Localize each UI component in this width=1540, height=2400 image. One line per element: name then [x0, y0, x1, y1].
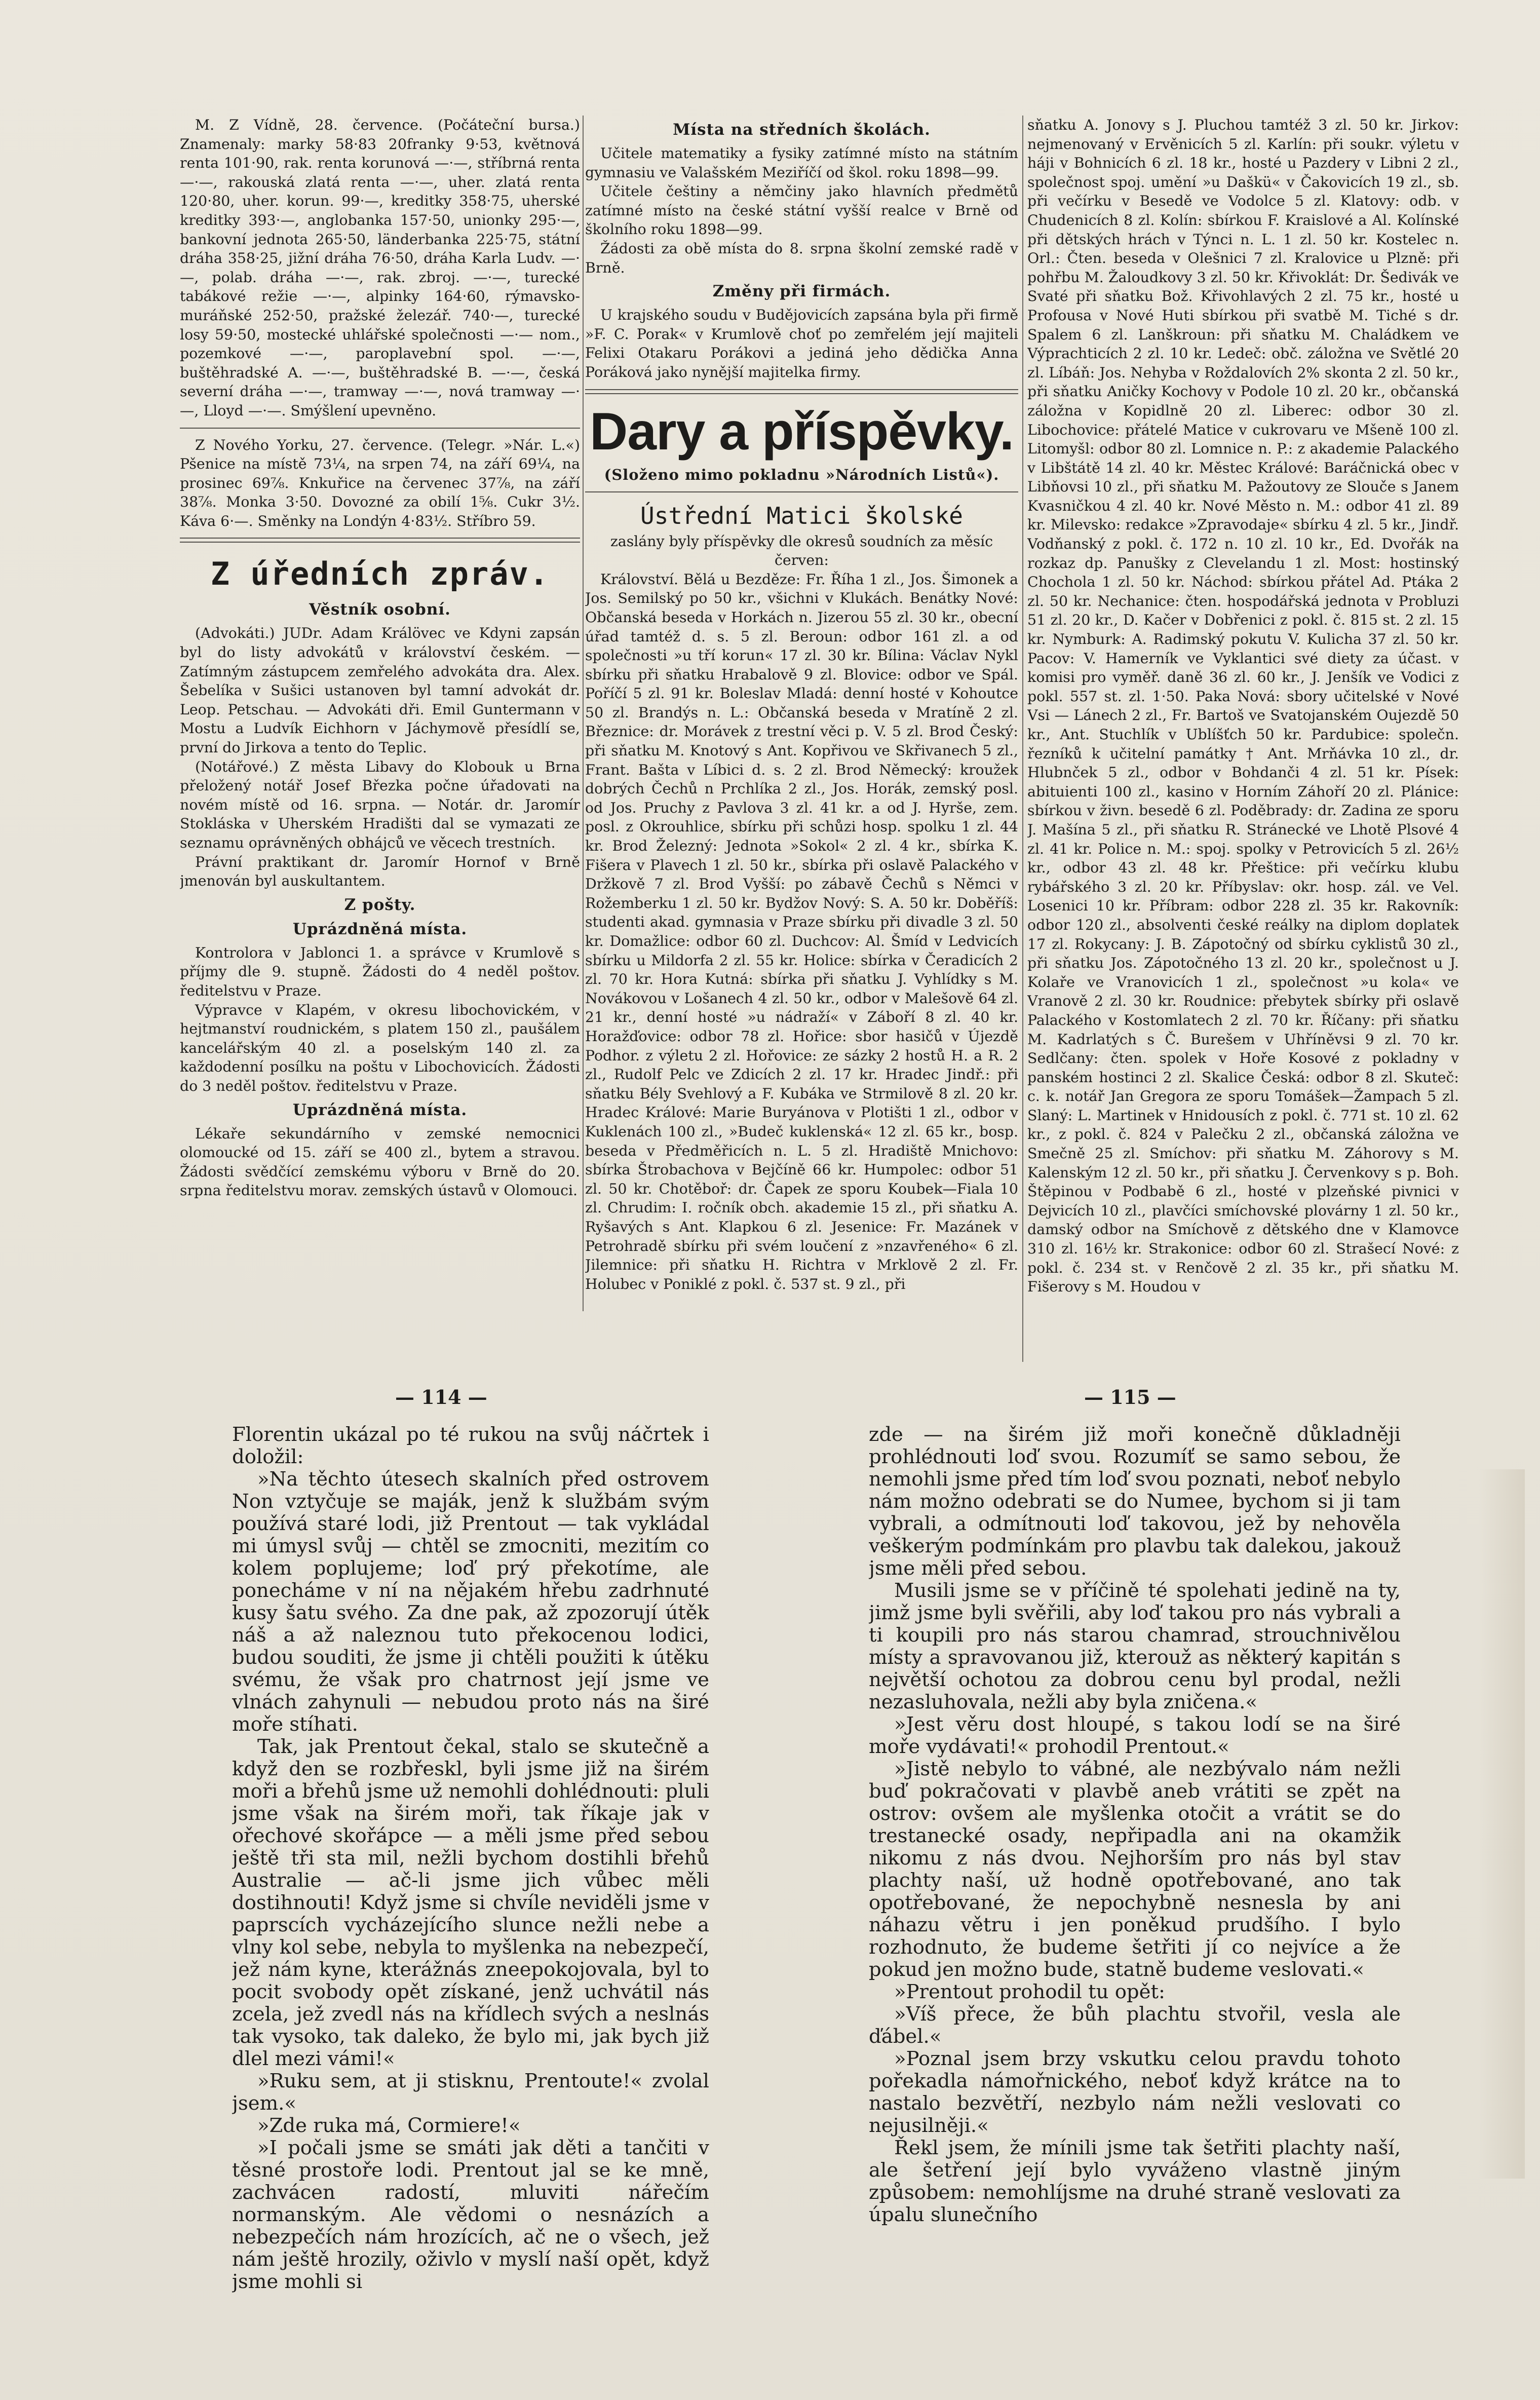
novel-paragraph: »Poznal jsem brzy vskutku celou pravdu tohoto pořekadla námořnického, neboť když krátce na to nastalo bezvětří, nezbylo nám nežli veslovati co nejusilněji.«: [869, 2047, 1401, 2137]
subtitle-firm-changes: Změny při firmách.: [712, 282, 891, 301]
paper-edge-shade: [1479, 1469, 1525, 2179]
subtitle-personal-gazette: Věstník osobní.: [309, 600, 451, 619]
page-number-left: — 114 —: [395, 1386, 487, 1408]
novel-paragraph: »Zde ruka má, Cormiere!«: [257, 2114, 521, 2137]
school-post-3: Žádosti za obě místa do 8. srpna školní zemské radě v Brně.: [585, 240, 1018, 276]
divider-double: [180, 538, 580, 543]
novel-paragraph: »Víš přece, že bůh plachtu stvořil, vesla ale ďábel.«: [869, 2003, 1401, 2048]
column-left: [180, 116, 580, 1316]
column-right: [1027, 116, 1459, 1362]
novel-paragraph: Florentin ukázal po té rukou na svůj náčrtek i doložil:: [232, 1424, 709, 1468]
column-middle: [585, 116, 1018, 1316]
subtitle-school-posts: Místa na středních školách.: [673, 121, 931, 139]
novel-paragraph: Musili jsme se v příčině té spolehati jedině na ty, jimž jsme byli svěřili, aby loď takou pro nás vybrali a ti koupili pro nás starou chamrad, strouchnivělou místy a spravovanou již, kterouž as některý kapitán s největší ochotou za dobrou cenu byl prodal, nežli nezasluhovala, nežli aby byla zničena.«: [869, 1579, 1401, 1713]
novel-paragraph: »Jest věru dost hloupé, s takou lodí se na širé moře vydávati!« prohodil Prentout.«: [869, 1713, 1401, 1758]
novel-paragraph: »Na těchto útesech skalních před ostrovem Non vztyčuje se maják, jenž k službám svým používá staré lodi, již Prentout — tak vykládal mi úmysl svůj — chtěl se zmocniti, mezitím co kolem poplujeme; loď prý překotíme, ale ponecháme v ní na nějakém hřebu zadrhnuté kusy šatu svého. Za dne pak, až zpozorují útěk náš a až naleznou tuto překocenou lodici, budou souditi, že jsme ji chtěli použiti k útěku svému, že však pro chatrnost její jsme ve vlnách zahynuli — nebudou proto nás na širé moře stíhati.: [232, 1468, 709, 1736]
novel-paragraph: »Jistě nebylo to vábné, ale nezbývalo nám nežli buď pokračovati v plavbě aneb vrátiti se zpět na ostrov: ovšem ale myšlenka otočit a vrátit se do trestanecké osady, nepřipadla ani na okamžik nikomu z nás dvou. Nejhorším pro nás byl stav plachty naší, už hodně opotřebované, ano tak opotřebované, že nepochybně nesnesla by ani náhazu větru i jen poněkud prudšího. I bylo rozhodnuto, že budeme šetřiti jí co nejvíce a že pokud jen možno bude, statně budeme veslovati.«: [869, 1758, 1401, 1981]
divider: [585, 491, 1018, 492]
divider: [180, 428, 580, 429]
subtitle-vacancies-2: Uprázdněná místa.: [292, 1100, 468, 1119]
vacancy-doctor: Lékaře sekundárního v zemské nemocnici olomoucké od 15. září se 400 zl., bytem a stravou. Žádosti svědčící zemskému výboru v Brně do 20. srpna ředitelstvu morav. zemských ústavů v Olomouci.: [180, 1125, 580, 1199]
subtitle-post: Z pošty.: [344, 895, 416, 914]
subtitle-vacancies: Uprázdněná místa.: [292, 920, 468, 938]
advocates-notice: (Advokáti.) JUDr. Adam Králövec ve Kdyni zapsán byl do listy advokátů v království českém. — Zatímným zástupcem zemřelého advokáta dra. Alex. Šebelíka v Sušici ustanoven byl tamní advokát dr. Leop. Petschau. — Advokáti dři. Emil Guntermann v Mostu a Ludvík Eichhorn v Jáchymově přesídlí se, první do Jirkova a tento do Teplic.: [180, 625, 580, 756]
novel-paragraph: »Ruku sem, at ji stisknu, Prentoute!« zvolal jsem.«: [232, 2070, 709, 2115]
section-title-official-news: Z úředních zpráv.: [210, 555, 550, 593]
foundation-subtitle: zaslány byly příspěvky dle okresů soudních za měsíc červen:: [610, 532, 993, 569]
firm-changes-text: U krajského soudu v Budějovicích zapsána byla při firmě »F. C. Porak« v Krumlově choť po zemřelém její majiteli Felixi Otakaru Porákovi a jediná jeho dědička Anna Poráková jako nynější majitelka firmy.: [585, 307, 1018, 380]
school-post-2: Učitele češtiny a němčiny jako hlavních předmětů zatímné místo na české státní vyšší realce v Brně od školního roku 1898—99.: [585, 183, 1018, 238]
column-rule: [1022, 116, 1023, 1362]
novel-text-left: [232, 1424, 709, 2386]
headline-gifts: Dary a příspěvky.: [590, 402, 1014, 461]
novel-paragraph: »I počali jsme se smáti jak děti a tančiti v těsné prostoře lodi. Prentout jal se ke mně, zachvácen radostí, mluviti nářečím normanským. Ale vědomi o nesnázích a nebezpečích nám hrozících, ač ne o všech, jež nám ještě hrozily, oživlo v myslí naší opět, když jsme mohli si: [232, 2137, 709, 2293]
donations-list-continued: sňatku A. Jonovy s J. Pluchou tamtéž 3 zl. 50 kr. Jirkov: nejmenovaný v Ervěnicích 5 zl. Karlín: při soukr. výletu v háji v Bohnicích 6 zl. 18 kr., hosté u Pazdery v Libni 2 zl., společnost spoj. umění »u Daškü« v Čakovicích 19 zl., sb. při večírku v Besedě ve Vodolce 5 zl. Klatovy: odb. v Chudenicích 8 zl. Kolín: sbírkou F. Kraislové a Al. Kolínské při dětských hrách v Týnci n. L. 1 zl. 50 kr. Kostelec n. Orl.: Čten. beseda v Olešnici 7 zl. Kralovice u Plzně: při pohřbu M. Žaloudkovy 3 zl. 50 kr. Křivoklát: Dr. Šedivák ve Svaté při sňatku Bož. Křivohlavých 2 zl. 75 kr., hosté u Profousa v Nové Huti sbírkou při svatbě M. Tiché s dr. Spalem 6 zl. Lanškroun: při sňatku M. Chaládkem ve Výprachticích 2 zl. 10 kr. Ledeč: obč. záložna ve Světlé 20 zl. Líbáň: Jos. Nehyba v Roždalovích 2% skonta 2 zl. 50 kr., při sňatku Aničky Kochovy v Podole 10 zl. 20 kr., občanská záložna v Kopidlně 20 zl. Liberec: odbor 30 zl. Libochovice: přátelé Matice v cukrovaru ve Mšeně 100 zl. Litomyšl: odbor 80 zl. Lomnice n. P.: z akademie Palackého v Libštátě 14 zl. 40 kr. Městec Králové: Baráčnická obec v Libňovsi 10 zl., při sňatku M. Pažoutovy ze Slouče s Janem Kvasničkou 4 zl. 40 kr. Nové Město n. M.: odbor 41 zl. 89 kr. Milevsko: redakce »Zpravodaje« sbírku 4 zl. 5 kr., Jindř. Vodňanský z pokl. č. 172 n. 10 zl. 10 kr., Ed. Dvořák na rozkaz dp. Panušky z Clevelandu 1 zl. Most: hostinský Chochola 1 zl. 50 kr. Náchod: sbírkou přátel Ad. Ptáka 2 zl. 50 kr. Nechanice: čten. hospodářská jednota v Probluzi 51 zl. 20 kr., D. Kačer v Dobřenici z pokl. č. 815 st. 2 zl. 15 kr. Nymburk: A. Radimský pokutu V. Kulicha 37 zl. 50 kr. Pacov: V. Hamerník ve Vyklantici své diety za účast. v komisi pro vyměř. daně 36 zl. 60 kr., J. Jenšík ve Vodici z pokl. 557 st. zl. 1·50. Paka Nová: sbory učitelské v Nové Vsi — Lánech 2 zl., Fr. Bartoš ve Svatojanském Oujezdě 50 kr., Ant. Stuchlík v Ublíšťch 50 kr. Pardubice: společn. řezníků k učitelní památky † Ant. Mrňávka 10 zl., dr. Hlubnček 5 zl., odbor v Bohdanči 4 zl. 51 kr. Písek: abituienti 100 zl., kasino v Horním Záhoří 20 zl. Plánice: sbírkou v živn. besedě 6 zl. Poděbrady: dr. Zadina ze sporu J. Mašína 5 zl., při sňatku R. Stránecké ve Lhotě Plsové 4 zl. 41 kr. Police n. M.: spoj. spolky v Petrovicích 5 zl. 26½ kr., odbor 43 zl. 48 kr. Přeštice: při večírku klubu rybářského 3 zl. 20 kr. Příbyslav: okr. hosp. zál. ve Vel. Losenici 10 kr. Příbram: odbor 228 zl. 35 kr. Rakovník: odbor 120 zl., absolventi české reálky na diplom doplatek 17 zl. Rokycany: J. B. Zápotočný od sbírku cyklistů 30 zl., při sňatku Jos. Zápotočného 13 zl. 20 kr., společnost u J. Kolaře ve Vranovicích 1 zl., společnost »u kola« ve Vranově 2 zl. 30 kr. Roudnice: přebytek sbírky při oslavě Palackého v Kostomlatech 2 zl. 70 kr. Říčany: při sňatku M. Kadrlatých s Č. Burešem v Uhříněvsi 9 zl. 70 kr. Sedlčany: čten. spolek v Hoře Kosové z pokladny v panském hostinci 2 zl. Skalice Česká: odbor 8 zl. Skuteč: c. k. notář Jan Gregora ze sporu Tomášek—Žampach 5 zl. Slaný: L. Martinek v Hnidousích z pokl. č. 771 st. 10 zl. 62 kr., z pokl. č. 824 v Palečku 2 zl., občanská záložna ve Smečně 25 zl. Smíchov: při sňatku M. Záhorovy s M. Kalenským 12 zl. 50 kr., při sňatku J. Červenkovy s p. Boh. Štěpinou v Podbabě 6 zl., hosté v plzeňské pivnici v Dejvicích 10 zl., plavčíci smíchovské plovárny 1 zl. 50 kr., damský odbor na Smíchově z dětského dne v Klamovce 310 zl. 16½ kr. Strakonice: odbor 60 zl. Strašecí Nové: z pokl. č. 234 st. v Renčově 2 zl. 35 kr., při sňatku M. Fišerovy s M. Houdou v: [1027, 117, 1459, 1296]
vacancy-dispatcher: Výpravce v Klapém, v okresu libochovickém, v hejtmanství roudnickém, s platem 150 zl., paušálem kancelářským 40 zl. a poselským 140 zl. za každodenní posílku na poštu v Libochovicích. Žádosti do 3 neděl poštov. ředitelstvu v Praze.: [180, 1001, 580, 1094]
headline-gifts-subtitle: (Složeno mimo pokladnu »Národních Listů«).: [604, 466, 999, 483]
novel-paragraph: »Prentout prohodil tu opět:: [894, 1980, 1165, 2003]
newyork-report: Z Nového Yorku, 27. července. (Telegr. »Nár. L.«) Pšenice na místě 73¼, na srpen 74, na září 69¼, na prosinec 69⅞. Knkuřice na červenec 37⅞, na září 38⅞. Monka 3·50. Dovozné za obilí 1⅝. Cukr 3½. Káva 6·—. Směnky na Londýn 4·83½. Stříbro 59.: [180, 436, 580, 529]
notaries-notice: (Notářové.) Z města Libavy do Klobouk u Brna přeložený notář Josef Březka počne úřadovati na novém místě od 16. srpna. — Notár. dr. Jaromír Stokláska v Uherském Hradišti dal se vymazati ze seznamu oprávněných obhájců ve věcech trestních.: [180, 758, 580, 851]
divider-double: [585, 389, 1018, 394]
trainee-notice: Právní praktikant dr. Jaromír Hornof v Brně jmenován byl auskultantem.: [180, 853, 580, 890]
novel-text-right: [869, 1424, 1401, 2386]
novel-paragraph: zde — na širém již moři konečně důkladněji prohlédnouti loď svou. Rozumíť se samo sebou, že nemohli jsme před tím loď svou poznati, neboť nebylo nám možno odebrati se do Numee, bychom si ji tam vybrali, a odmítnouti loď takovou, jež by nehověla veškerým podmínkám pro plavbu tak dalekou, jakouž jsme měli před sebou.: [869, 1424, 1401, 1580]
column-rule: [583, 116, 584, 1311]
page-number-right: — 115 —: [1084, 1386, 1176, 1408]
school-post-1: Učitele matematiky a fysiky zatímné místo na státním gymnasiu ve Valašském Meziříčí od škol. roku 1898—99.: [585, 145, 1018, 181]
headline-school-foundation: Ústřední Matici školské: [640, 502, 963, 529]
novel-paragraph: Tak, jak Prentout čekal, stalo se skutečně a když den se rozbřeskl, byli jsme již na širém moři a břehů jsme už nemohli dohlédnouti: pluli jsme však na širém moři, tak říkaje jak v ořechové skořápce — a měli jsme před sebou ještě tři sta mil, nežli bychom dostihli břehů Australie — ač-li jsme jich vůbec měli dostihnouti! Když jsme si chvíle neviděli jsme v paprscích vycházejícího slunce nežli nebe a vlny kol sebe, nebyla to myšlenka na nebezpečí, jež nám kyne, kterážnás zneepokojovala, byl to pocit svobody opět získané, jenž uchvátil nás zcela, jež zvedl nás na křídlech svých a neslnás tak vysoko, tak daleko, že bylo mi, jak bych již dlel mezi vámi!«: [232, 1735, 709, 2070]
vacancy-controller: Kontrolora v Jablonci 1. a správce v Krumlově s příjmy dle 9. stupně. Žádosti do 4 neděl poštov. ředitelstvu v Praze.: [180, 944, 580, 999]
novel-paragraph: Řekl jsem, že mínili jsme tak šetřiti plachty naší, ale šetření její bylo vyváženo vlastně jiným způsobem: nemohlíjsme na druhé straně veslovati za úpalu slunečního: [869, 2137, 1401, 2226]
donations-list: Království. Bělá u Bezděze: Fr. Říha 1 zl., Jos. Šimonek a Jos. Semilský po 50 kr., všichni v Klukách. Benátky Nové: Občanská beseda v Horkách n. Jizerou 55 zl. 30 kr., obecní úřad tamtéž d. s. 5 zl. Beroun: odbor 161 zl. a od společnosti »u tří korun« 17 zl. 30 kr. Bílina: Václav Nykl sbírku při sňatku Hrabalově 9 zl. Blovice: odbor ve Spál. Poříčí 5 zl. 91 kr. Boleslav Mladá: denní hosté v Kohoutce 50 zl. Brandýs n. L.: Občanská beseda v Mratíně 2 zl. Březnice: dr. Morávek z trestní věci p. V. 5 zl. Brod Český: při sňatku M. Knotový s Ant. Kopřivou ve Skřivanech 5 zl., Frant. Bašta v Líbici d. s. 2 zl. Brod Německý: kroužek dobrých Čechů n Prchlíka 2 zl., Jos. Horák, zemský posl. od Jos. Pruchy z Pavlova 3 zl. 41 kr. a od J. Hyrše, zem. posl. z Okrouhlice, sbírku při schůzi hosp. spolku 1 zl. 44 kr. Brod Železný: Jednota »Sokol« 2 zl. 4 kr., sbírka K. Fišera v Plavech 1 zl. 50 kr., sbírka při oslavě Palackého v Držkově 7 zl. Brod Vyšší: po zábavě Čechů s Němci v Rožemberku 1 zl. 50 kr. Bydžov Nový: S. A. 50 kr. Doběříš: studenti akad. gymnasia v Praze sbírku při divadle 3 zl. 50 kr. Domažlice: odbor 60 zl. Duchcov: Al. Šmíd v Ledvicích sbírku u Mildorfa 2 zl. 55 kr. Holice: sbírka v Čeradicích 2 zl. 70 kr. Hora Kutná: sbírka při sňatku J. Vyhlídky s M. Novákovou v Lošanech 4 zl. 50 kr., odbor v Malešově 64 zl. 21 kr., denní hosté »u nádraží« v Záboří 8 zl. 40 kr. Horažďovice: odbor 78 zl. Hořice: sbor hasičů v Újezdě Podhor. z výletu 2 zl. Hořovice: ze sázky 2 hostů H. a R. 2 zl., Rudolf Pelc ve Zdicích 2 zl. 17 kr. Hradec Jindř.: při sňatku Bély Svehlový a F. Kubáka ve Strmilově 8 zl. 20 kr. Hradec Králové: Marie Buryánova v Plotišti 1 zl., odbor v Kuklenách 100 zl., »Budeč kuklenská« 12 zl. 65 kr., bosp. beseda v Předměřicích n. L. 5 zl. Hradiště Mnichovo: sbírka Štrobachova v Bejčíně 66 kr. Humpolec: odbor 51 zl. 50 kr. Chotěboř: dr. Čapek ze sporu Koubek—Fiala 10 zl. Chrudim: I. ročník obch. akademie 15 zl., při sňatku A. Ryšavých s Ant. Klapkou 6 zl. Jesenice: Fr. Mazánek v Petrohradě sbírku při svém loučení z »nzavřeného« 6 zl. Jilemnice: při sňatku H. Richtra v Mrklově 2 zl. Fr. Holubec v Poniklé z pokl. č. 537 st. 9 zl., při: [585, 570, 1018, 1292]
vienna-exchange-report: M. Z Vídně, 28. července. (Počáteční bursa.) Znamenaly: marky 58·83 20franky 9·53, květnová renta 101·90, rak. renta korunová —·—, stříbrná renta —·—, rakouská zlatá renta —·—, uher. zlatá renta 120·80, uher. korun. 99·—, kreditky 358·75, uherské kreditky 393·—, anglobanka 157·50, unionky 295·—, bankovní jednota 265·50, länderbanka 225·75, státní dráha 358·25, jižní dráha 76·50, dráha Karla Ludv. —·—, polab. dráha —·—, rak. zbroj. —·—, turecké tabákové režie —·—, alpinky 164·60, rýmavsko-muráňské 252·50, pražské železář. 740·—, turecké losy 59·50, mostecké uhlářské společnosti —·— nom., pozemkové —·—, paroplavební spol. —·—, buštěhradské A. —·—, buštěhradské B. —·—, česká severní dráha —·—, tramway —·—, nová tramway —·—, Lloyd —·—. Smýšlení upevněno.: [180, 117, 580, 419]
